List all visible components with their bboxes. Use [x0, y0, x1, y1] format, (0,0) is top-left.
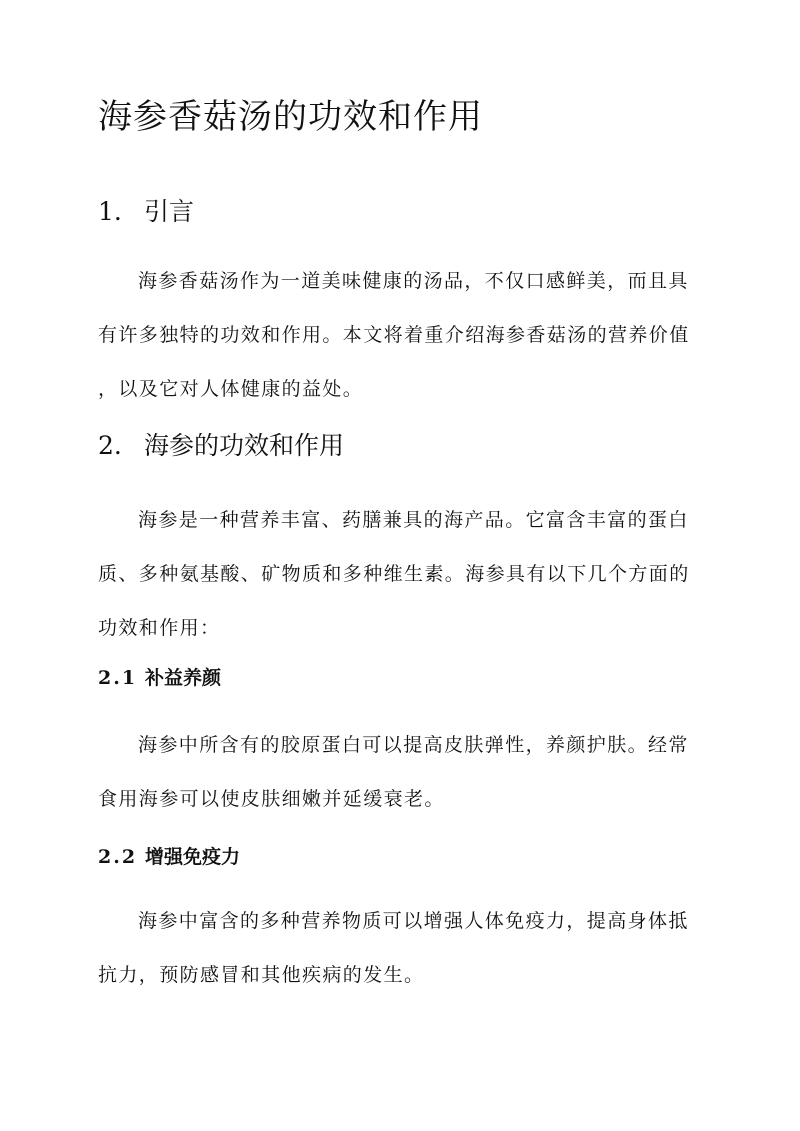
paragraph-line: 海参中所含有的胶原蛋白可以提高皮肤弹性，养颜护肤。经常	[138, 734, 689, 756]
section-number: 2.	[98, 431, 122, 460]
section-number: 1.	[98, 197, 122, 226]
subsection-heading-boost-immunity	[98, 843, 240, 871]
paragraph-line: 功效和作用：	[98, 617, 221, 639]
sea-cucumber-paragraph	[98, 493, 702, 655]
paragraph-line: 有许多独特的功效和作用。本文将着重介绍海参香菇汤的营养价值	[98, 324, 690, 346]
subsection-title: 补益养颜	[145, 667, 222, 689]
subsection-number: 2.2	[98, 846, 138, 868]
paragraph-line: 抗力，预防感冒和其他疾病的发生。	[98, 964, 425, 986]
section-title: 引言	[144, 197, 195, 226]
section-heading-sea-cucumber-effects	[98, 429, 344, 463]
subsection-heading-nourish-beauty	[98, 664, 221, 692]
paragraph-line: 海参中富含的多种营养物质可以增强人体免疫力，提高身体抵	[138, 910, 689, 932]
paragraph-line: ，以及它对人体健康的益处。	[98, 378, 364, 400]
nourish-beauty-paragraph	[98, 718, 702, 826]
paragraph-line: 食用海参可以使皮肤细嫩并延缓衰老。	[98, 788, 445, 810]
document-title: 海参香菇汤的功效和作用	[98, 97, 483, 137]
subsection-number: 2.1	[98, 667, 138, 689]
section-heading-introduction	[98, 195, 194, 229]
subsection-title: 增强免疫力	[145, 846, 241, 868]
paragraph-line: 海参是一种营养丰富、药膳兼具的海产品。它富含丰富的蛋白	[138, 509, 689, 531]
boost-immunity-paragraph	[98, 894, 702, 1002]
section-title: 海参的功效和作用	[144, 431, 345, 460]
paragraph-line: 海参香菇汤作为一道美味健康的汤品，不仅口感鲜美，而且具	[138, 270, 689, 292]
paragraph-line: 质、多种氨基酸、矿物质和多种维生素。海参具有以下几个方面的	[98, 563, 690, 585]
introduction-paragraph	[98, 254, 702, 416]
